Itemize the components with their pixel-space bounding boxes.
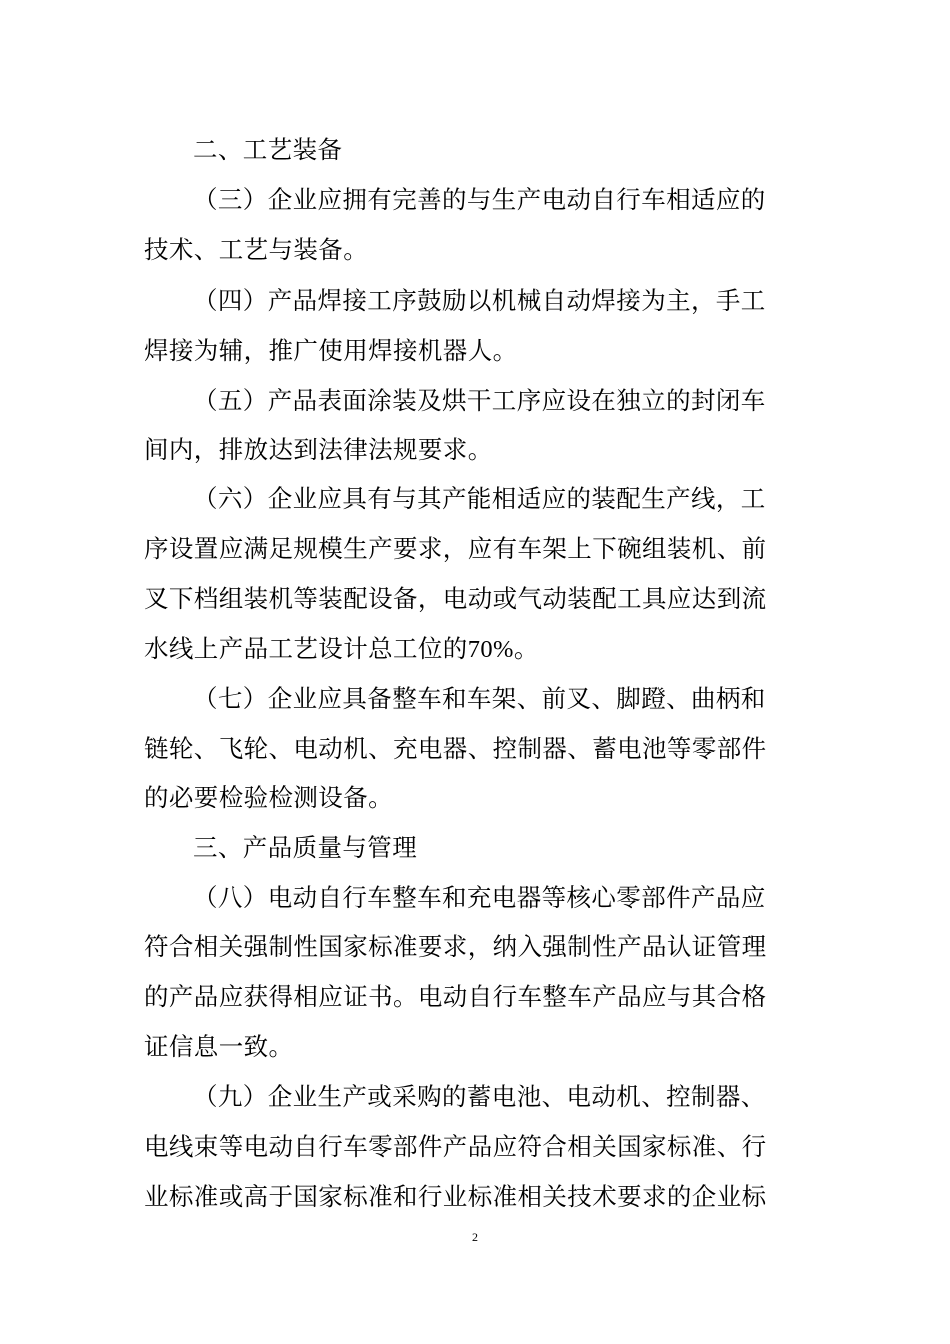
section-heading-quality-management: 三、产品质量与管理 (193, 833, 418, 862)
paragraph-8-line-3: 的产品应获得相应证书。电动自行车整车产品应与其合格 (144, 982, 767, 1011)
paragraph-9-line-2: 电线束等电动自行车零部件产品应符合相关国家标准、行 (144, 1132, 767, 1161)
page-number: 2 (472, 1230, 478, 1244)
paragraph-7-line-1: （七）企业应具备整车和车架、前叉、脚蹬、曲柄和 (193, 684, 766, 713)
paragraph-4-line-2: 焊接为辅，推广使用焊接机器人。 (144, 336, 518, 365)
paragraph-3-line-2: 技术、工艺与装备。 (144, 235, 369, 264)
paragraph-8-line-2: 符合相关强制性国家标准要求，纳入强制性产品认证管理 (144, 932, 767, 961)
paragraph-8-line-4: 证信息一致。 (144, 1032, 294, 1061)
paragraph-6-line-3: 叉下档组装机等装配设备，电动或气动装配工具应达到流 (144, 584, 767, 613)
paragraph-5-line-1: （五）产品表面涂装及烘干工序应设在独立的封闭车 (193, 386, 766, 415)
paragraph-9-line-3: 业标准或高于国家标准和行业标准相关技术要求的企业标 (144, 1182, 767, 1211)
percentage-value: 70% (467, 636, 514, 663)
paragraph-8-line-1: （八）电动自行车整车和充电器等核心零部件产品应 (193, 883, 766, 912)
section-heading-process-equipment: 二、工艺装备 (193, 135, 343, 164)
paragraph-7-line-3: 的必要检验检测设备。 (144, 783, 393, 812)
paragraph-6-line-4-text: 水线上产品工艺设计总工位的 (144, 634, 468, 663)
paragraph-4-line-1: （四）产品焊接工序鼓励以机械自动焊接为主，手工 (193, 286, 766, 315)
paragraph-6-line-1: （六）企业应具有与其产能相适应的装配生产线，工 (193, 484, 766, 513)
paragraph-3-line-1: （三）企业应拥有完善的与生产电动自行车相适应的 (193, 185, 766, 214)
paragraph-9-line-1: （九）企业生产或采购的蓄电池、电动机、控制器、 (193, 1082, 766, 1111)
paragraph-6-line-4 (144, 634, 539, 665)
paragraph-5-line-2: 间内，排放达到法律法规要求。 (144, 435, 493, 464)
paragraph-6-line-4-end: 。 (513, 634, 539, 663)
paragraph-7-line-2: 链轮、飞轮、电动机、充电器、控制器、蓄电池等零部件 (144, 734, 767, 763)
paragraph-6-line-2: 序设置应满足规模生产要求，应有车架上下碗组装机、前 (144, 534, 767, 563)
